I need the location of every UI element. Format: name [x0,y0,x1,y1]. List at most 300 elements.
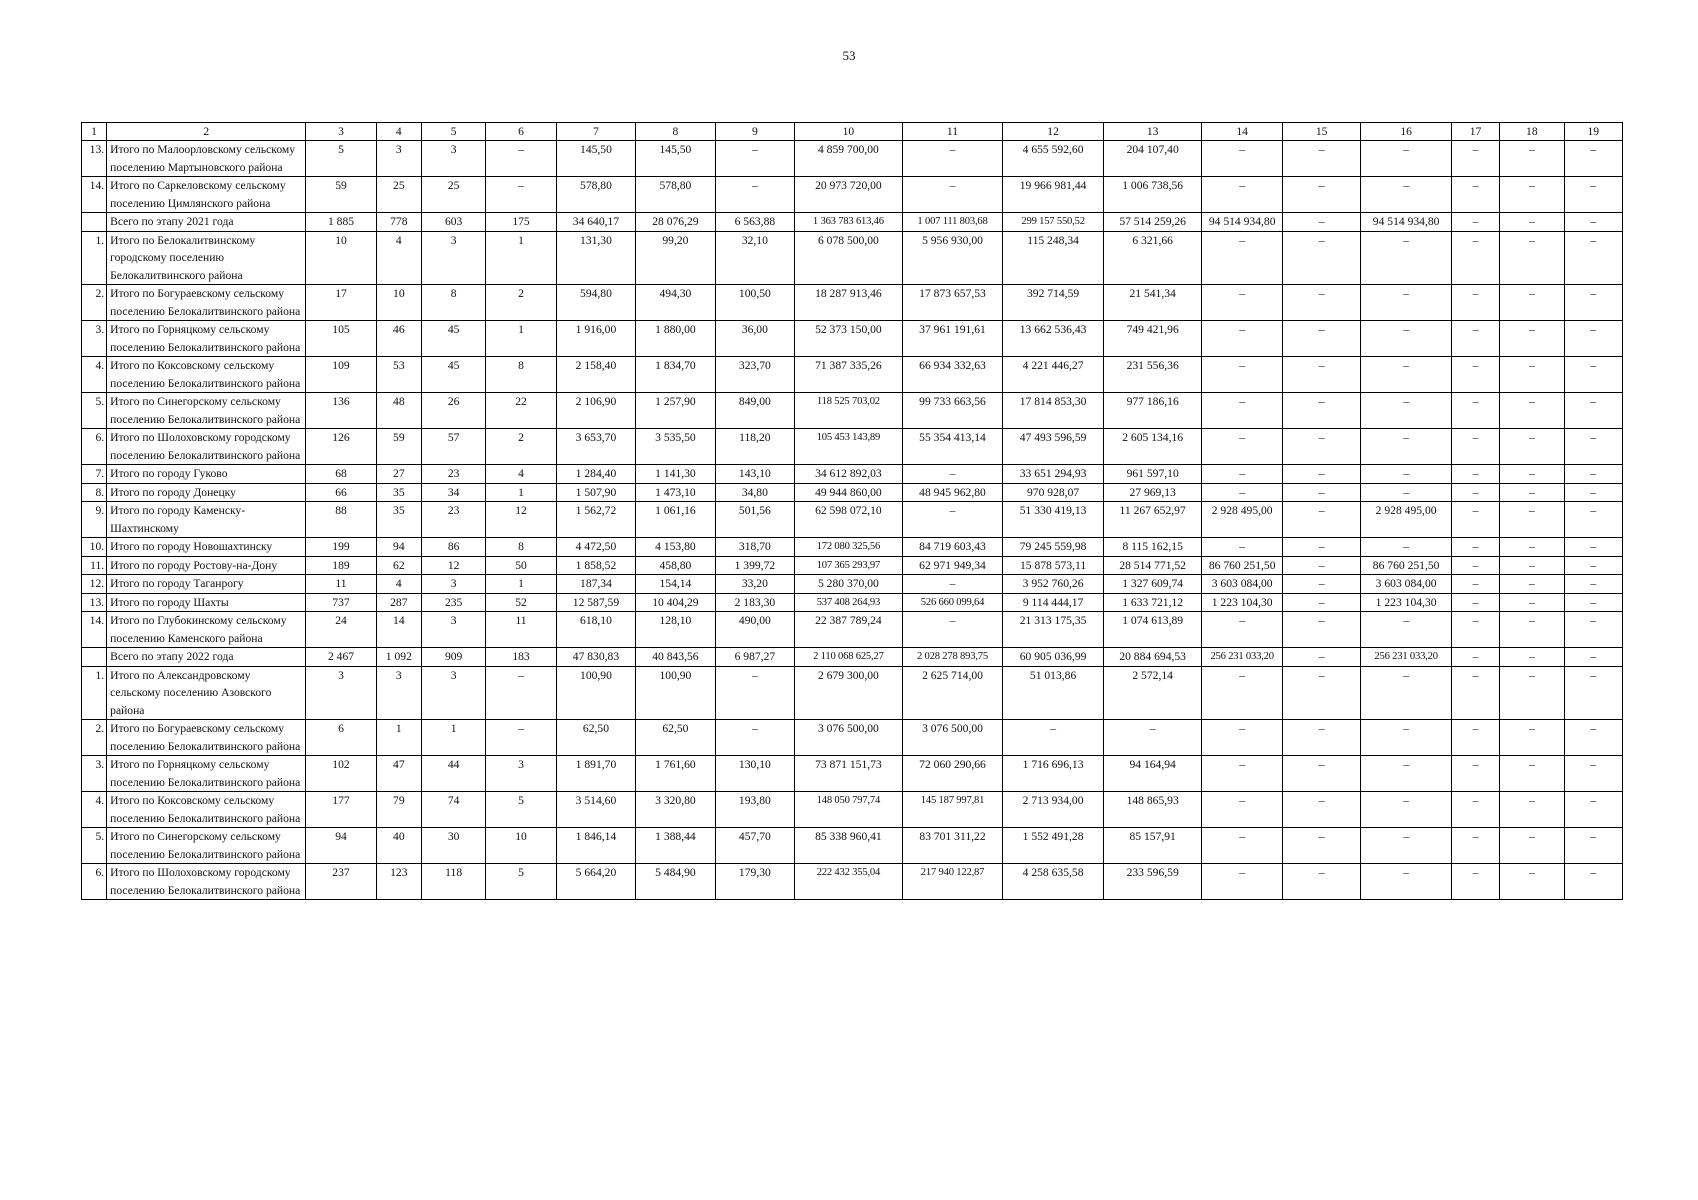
table-cell: 1 552 491,28 [1003,828,1104,864]
table-cell: 115 248,34 [1003,231,1104,285]
table-cell: 1 834,70 [636,357,715,393]
row-number-cell: 4. [82,792,107,828]
table-cell: 2 679 300,00 [795,666,903,720]
row-name-cell: Всего по этапу 2022 года [107,648,306,667]
table-row [82,465,1623,484]
table-cell: 3 [486,756,556,792]
table-cell: 4 221 446,27 [1003,357,1104,393]
table-cell: – [1451,429,1499,465]
table-cell: – [1451,321,1499,357]
table-row [82,231,1623,285]
table-cell: – [1564,538,1622,557]
table-cell: – [1282,720,1360,756]
table-cell: – [1451,285,1499,321]
row-number-cell: 5. [82,828,107,864]
header-cell: 15 [1282,123,1360,141]
table-cell: 86 760 251,50 [1202,556,1282,575]
table-cell: – [1451,357,1499,393]
table-cell: 603 [421,213,485,232]
table-cell: 84 719 603,43 [902,538,1003,557]
table-cell: 4 258 635,58 [1003,864,1104,900]
row-number-cell: 6. [82,864,107,900]
table-cell: – [1500,648,1564,667]
header-cell: 4 [376,123,421,141]
table-cell: 51 330 419,13 [1003,502,1104,538]
table-cell: 34,80 [715,483,794,502]
table-cell: – [1500,213,1564,232]
table-cell: 105 [306,321,376,357]
table-cell: 86 [421,538,485,557]
table-cell: 12 587,59 [556,593,635,612]
table-cell: 11 [486,612,556,648]
table-cell: – [1361,231,1452,285]
table-cell: 179,30 [715,864,794,900]
table-cell: 8 [421,285,485,321]
table-cell: – [1361,828,1452,864]
table-cell: 145,50 [556,141,635,177]
row-number-cell: 7. [82,465,107,484]
table-cell: – [1451,756,1499,792]
header-cell: 7 [556,123,635,141]
table-cell: – [486,177,556,213]
table-row [82,756,1623,792]
table-cell: – [1451,483,1499,502]
table-cell: 2 928 495,00 [1202,502,1282,538]
table-cell: – [1451,666,1499,720]
table-cell: 1 880,00 [636,321,715,357]
table-cell: – [1451,213,1499,232]
table-cell: – [1202,285,1282,321]
table-cell: – [1361,177,1452,213]
table-cell: 5 664,20 [556,864,635,900]
table-cell: – [1564,720,1622,756]
row-name-cell: Итого по Синегорскому сельскому поселению Белокалитвинского района [107,393,306,429]
table-cell: 107 365 293,97 [795,556,903,575]
table-cell: 10 [376,285,421,321]
table-cell: 36,00 [715,321,794,357]
table-cell: 145,50 [636,141,715,177]
table-cell: 4 [376,575,421,594]
table-cell: 37 961 191,61 [902,321,1003,357]
table-cell: 12 [486,502,556,538]
table-cell: – [1500,231,1564,285]
table-cell: 233 596,59 [1103,864,1202,900]
page-number: 53 [842,48,856,63]
table-cell: – [1202,612,1282,648]
table-cell: 15 878 573,11 [1003,556,1104,575]
table-cell: 59 [376,429,421,465]
table-cell: – [1282,357,1360,393]
table-row [82,828,1623,864]
table-cell: 3 [421,141,485,177]
table-cell: – [486,666,556,720]
table-cell: 74 [421,792,485,828]
table-cell: 14 [376,612,421,648]
table-cell: 94 514 934,80 [1361,213,1452,232]
table-cell: – [1500,593,1564,612]
table-cell: 187,34 [556,575,635,594]
table-cell: 46 [376,321,421,357]
table-cell: 51 013,86 [1003,666,1104,720]
table-cell: – [1361,141,1452,177]
table-cell: 256 231 033,20 [1202,648,1282,667]
table-cell: 237 [306,864,376,900]
table-cell: 961 597,10 [1103,465,1202,484]
table-cell: 1 399,72 [715,556,794,575]
header-cell: 13 [1103,123,1202,141]
table-cell: – [1500,177,1564,213]
table-cell: 1 092 [376,648,421,667]
table-cell: – [1564,828,1622,864]
table-cell: 118 [421,864,485,900]
table-cell: – [1202,465,1282,484]
table-cell: – [1451,612,1499,648]
header-row [82,123,1623,141]
table-cell: 177 [306,792,376,828]
row-name-cell: Итого по Белокалитвинскому городскому поселению Белокалитвинского района [107,231,306,285]
table-cell: 3 952 760,26 [1003,575,1104,594]
row-name-cell: Итого по Коксовскому сельскому поселению Белокалитвинского района [107,792,306,828]
table-cell: 3 320,80 [636,792,715,828]
header-cell: 5 [421,123,485,141]
header-cell: 2 [107,123,306,141]
table-cell: 6 563,88 [715,213,794,232]
table-cell: 2 106,90 [556,393,635,429]
header-cell: 10 [795,123,903,141]
row-name-cell: Итого по Шолоховскому городскому поселению Белокалитвинского района [107,429,306,465]
table-cell: 8 [486,538,556,557]
row-name-cell: Итого по Коксовскому сельскому поселению Белокалитвинского района [107,357,306,393]
table-cell: 32,10 [715,231,794,285]
table-cell: – [1564,502,1622,538]
table-cell: – [1282,538,1360,557]
row-name-cell: Всего по этапу 2021 года [107,213,306,232]
table-cell: 62 [376,556,421,575]
table-cell: – [1500,828,1564,864]
table-cell: 62,50 [636,720,715,756]
table-cell: 44 [421,756,485,792]
table-cell: – [1564,556,1622,575]
table-cell: – [1451,556,1499,575]
table-cell: 145 187 997,81 [902,792,1003,828]
table-cell: 27 969,13 [1103,483,1202,502]
table-cell: 2 028 278 893,75 [902,648,1003,667]
table-cell: 86 760 251,50 [1361,556,1452,575]
table-cell: – [1451,828,1499,864]
table-cell: 26 [421,393,485,429]
table-cell: – [1361,285,1452,321]
table-cell: 217 940 122,87 [902,864,1003,900]
table-cell: 35 [376,502,421,538]
table-cell: 3 535,50 [636,429,715,465]
table-cell: 47 830,83 [556,648,635,667]
row-name-cell: Итого по Синегорскому сельскому поселению Белокалитвинского района [107,828,306,864]
table-cell: 849,00 [715,393,794,429]
table-cell: – [1500,756,1564,792]
row-name-cell: Итого по Богураевскому сельскому поселению Белокалитвинского района [107,720,306,756]
table-row [82,666,1623,720]
table-cell: 1 [486,483,556,502]
table-cell: – [1500,792,1564,828]
row-number-cell: 5. [82,393,107,429]
table-cell: 778 [376,213,421,232]
table-cell: 71 387 335,26 [795,357,903,393]
row-name-cell: Итого по Богураевскому сельскому поселению Белокалитвинского района [107,285,306,321]
table-cell: 30 [421,828,485,864]
table-cell: 1 388,44 [636,828,715,864]
table-cell: – [1500,483,1564,502]
row-number-cell: 11. [82,556,107,575]
table-cell: 256 231 033,20 [1361,648,1452,667]
table-cell: – [1564,213,1622,232]
table-cell: 50 [486,556,556,575]
table-cell: 17 814 853,30 [1003,393,1104,429]
table-cell: 102 [306,756,376,792]
table-cell: 52 [486,593,556,612]
table-cell: 68 [306,465,376,484]
table-cell: 94 [376,538,421,557]
row-name-cell: Итого по городу Новошахтинску [107,538,306,557]
table-cell: 12 [421,556,485,575]
table-cell: 1 061,16 [636,502,715,538]
table-cell: – [1564,575,1622,594]
table-cell: 458,80 [636,556,715,575]
table-cell: – [1500,864,1564,900]
table-cell: 578,80 [556,177,635,213]
table-cell: 6 987,27 [715,648,794,667]
table-cell: – [1564,612,1622,648]
table-cell: 3 514,60 [556,792,635,828]
row-name-cell: Итого по Горняцкому сельскому поселению Белокалитвинского района [107,756,306,792]
row-number-cell: 14. [82,177,107,213]
table-cell: 3 076 500,00 [795,720,903,756]
row-number-cell: 14. [82,612,107,648]
table-cell: 1 284,40 [556,465,635,484]
table-cell: – [1282,556,1360,575]
table-cell: 33 651 294,93 [1003,465,1104,484]
table-cell: – [1564,648,1622,667]
table-cell: 57 514 259,26 [1103,213,1202,232]
row-number-cell: 8. [82,483,107,502]
table-cell: – [1202,864,1282,900]
table-cell: – [1451,465,1499,484]
table-cell: – [1282,483,1360,502]
table-cell: – [486,141,556,177]
table-cell: – [1451,177,1499,213]
table-cell: 3 603 084,00 [1361,575,1452,594]
header-cell: 18 [1500,123,1564,141]
table-cell: – [1564,756,1622,792]
table-cell: – [1564,792,1622,828]
table-cell: – [1361,864,1452,900]
table-cell: 47 [376,756,421,792]
table-cell: – [1202,720,1282,756]
table-cell: – [1564,429,1622,465]
table-cell: – [1500,141,1564,177]
table-cell: – [902,575,1003,594]
table-cell: 526 660 099,64 [902,593,1003,612]
table-cell: 5 [306,141,376,177]
table-cell: – [1282,285,1360,321]
table-cell: 118,20 [715,429,794,465]
table-cell: – [1361,321,1452,357]
table-cell: – [1202,538,1282,557]
table-cell: 1 [486,231,556,285]
table-cell: 10 [486,828,556,864]
table-cell: – [715,177,794,213]
table-cell: 2 183,30 [715,593,794,612]
table-cell: – [486,720,556,756]
table-cell: 189 [306,556,376,575]
table-cell: – [1282,792,1360,828]
table-cell: 5 [486,792,556,828]
table-cell: 494,30 [636,285,715,321]
table-cell: – [1500,612,1564,648]
table-cell: 131,30 [556,231,635,285]
table-cell: 1 257,90 [636,393,715,429]
table-cell: 1 141,30 [636,465,715,484]
table-cell: 53 [376,357,421,393]
table-cell: 83 701 311,22 [902,828,1003,864]
table-cell: – [1500,666,1564,720]
table-cell: 501,56 [715,502,794,538]
table-row [82,792,1623,828]
table-cell: – [1282,756,1360,792]
table-cell: – [1361,483,1452,502]
table-row [82,502,1623,538]
table-cell: 3 [421,231,485,285]
table-cell: – [1282,648,1360,667]
table-cell: – [1361,538,1452,557]
table-cell: 193,80 [715,792,794,828]
table-cell: 537 408 264,93 [795,593,903,612]
table-cell: 126 [306,429,376,465]
table-cell: 100,90 [636,666,715,720]
table-cell: – [1500,393,1564,429]
table-cell: 45 [421,321,485,357]
table-cell: 3 [421,666,485,720]
table-cell: – [1500,575,1564,594]
table-cell: 118 525 703,02 [795,393,903,429]
table-cell: 34 640,17 [556,213,635,232]
table-cell: 1 633 721,12 [1103,593,1202,612]
table-cell: 5 [486,864,556,900]
table-cell: 1 562,72 [556,502,635,538]
table-cell: 2 158,40 [556,357,635,393]
header-cell: 12 [1003,123,1104,141]
table-cell: 1 [486,321,556,357]
table-cell: – [1564,593,1622,612]
row-name-cell: Итого по городу Донецку [107,483,306,502]
table-cell: – [1564,231,1622,285]
table-cell: – [1451,593,1499,612]
table-cell: 123 [376,864,421,900]
table-cell: 35 [376,483,421,502]
table-cell: – [1282,502,1360,538]
table-cell: 13 662 536,43 [1003,321,1104,357]
table-cell: 4 [486,465,556,484]
table-cell: – [1282,593,1360,612]
table-cell: 1 [376,720,421,756]
table-row [82,538,1623,557]
table-cell: – [1500,285,1564,321]
table-cell: – [1564,357,1622,393]
row-name-cell: Итого по Александровскому сельскому поселению Азовского района [107,666,306,720]
table-cell: 594,80 [556,285,635,321]
table-cell: 1 507,90 [556,483,635,502]
table-cell: – [1202,666,1282,720]
table-cell: 3 [376,666,421,720]
row-name-cell: Итого по городу Каменску-Шахтинскому [107,502,306,538]
table-cell: 1 074 613,89 [1103,612,1202,648]
table-cell: 28 514 771,52 [1103,556,1202,575]
table-cell: 8 [486,357,556,393]
table-cell: 1 006 738,56 [1103,177,1202,213]
table-cell: 143,10 [715,465,794,484]
table-cell: – [1361,756,1452,792]
table-cell: – [1361,357,1452,393]
table-cell: – [1500,556,1564,575]
table-cell: – [1202,393,1282,429]
table-cell: – [1282,231,1360,285]
table-cell: 3 603 084,00 [1202,575,1282,594]
header-cell: 1 [82,123,107,141]
table-cell: 3 [421,612,485,648]
table-cell: 21 313 175,35 [1003,612,1104,648]
table-cell: 130,10 [715,756,794,792]
table-row [82,648,1623,667]
table-cell: – [1202,792,1282,828]
row-number-cell: 12. [82,575,107,594]
row-number-cell: 1. [82,231,107,285]
table-cell: – [1451,792,1499,828]
table-cell: 73 871 151,73 [795,756,903,792]
table-cell: 22 [486,393,556,429]
table-cell: 49 944 860,00 [795,483,903,502]
table-cell: 2 572,14 [1103,666,1202,720]
row-number-cell [82,648,107,667]
table-cell: 235 [421,593,485,612]
table-cell: 100,50 [715,285,794,321]
table-cell: – [1564,465,1622,484]
table-cell: – [1564,483,1622,502]
table-cell: 88 [306,502,376,538]
table-cell: – [1202,357,1282,393]
table-cell: – [1202,429,1282,465]
row-number-cell: 2. [82,285,107,321]
table-cell: 148 865,93 [1103,792,1202,828]
table-cell: 23 [421,502,485,538]
table-cell: 2 467 [306,648,376,667]
table-cell: 222 432 355,04 [795,864,903,900]
table-cell: – [1564,864,1622,900]
table-cell: – [1282,429,1360,465]
table-cell: 94 164,94 [1103,756,1202,792]
table-cell: – [1451,648,1499,667]
row-number-cell: 1. [82,666,107,720]
table-row [82,321,1623,357]
table-cell: 33,20 [715,575,794,594]
table-cell: – [1451,231,1499,285]
table-cell: 34 [421,483,485,502]
table-cell: – [1202,483,1282,502]
table-cell: 1 223 104,30 [1361,593,1452,612]
table-cell: – [1451,864,1499,900]
table-cell: 2 713 934,00 [1003,792,1104,828]
table-cell: 17 [306,285,376,321]
table-cell: 23 [421,465,485,484]
table-cell: 24 [306,612,376,648]
